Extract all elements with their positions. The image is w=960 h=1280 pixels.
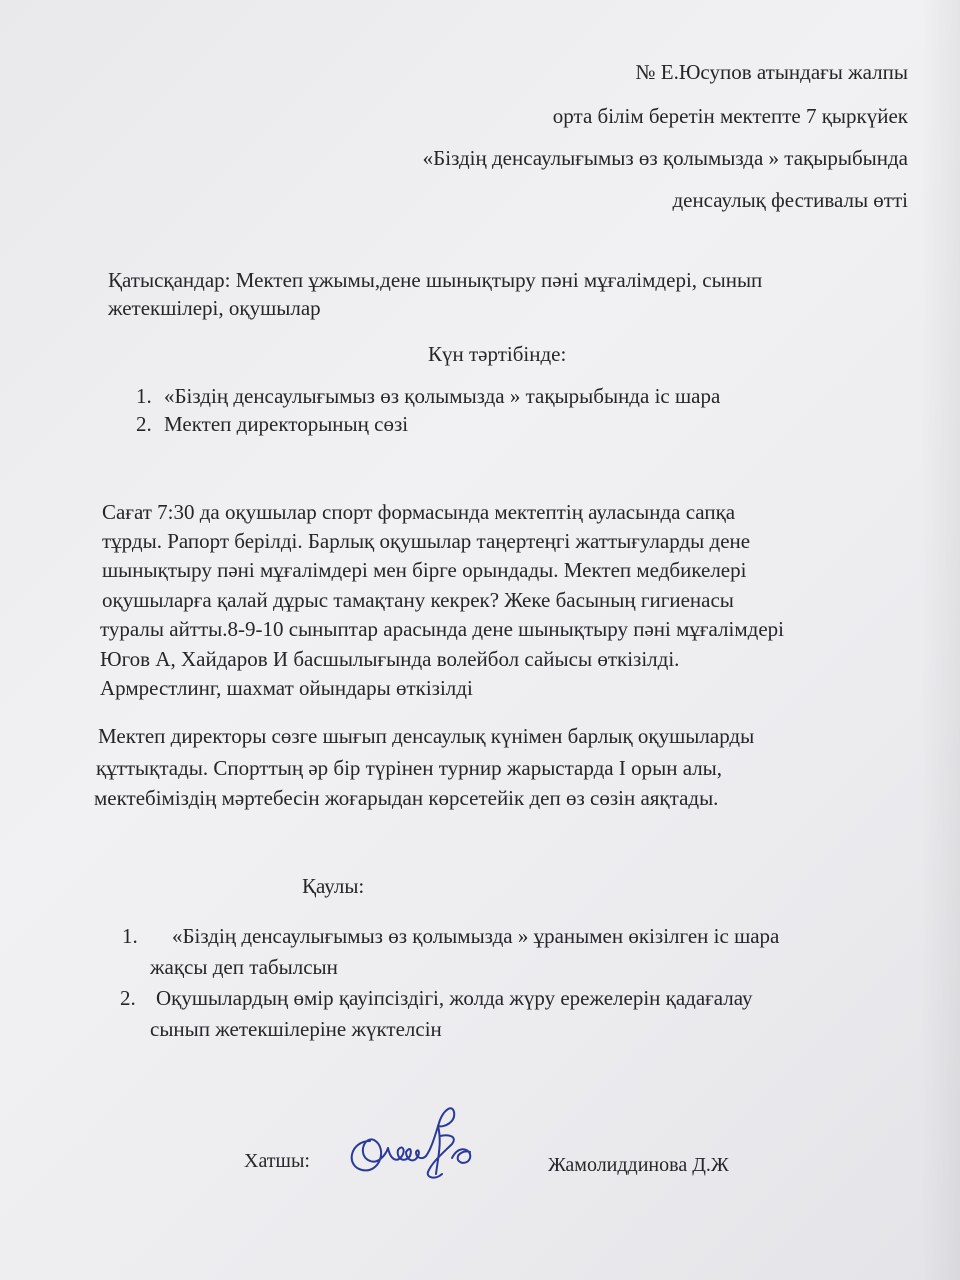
agenda-item-number: 1. — [136, 384, 152, 408]
participants-line-1: Қатысқандар: Мектеп ұжымы,дене шынықтыру пәні мұғалімдері, сынып — [108, 268, 763, 292]
resolution-item-number: 1. — [122, 924, 138, 948]
resolution-item-line1: «Біздің денсаулығымыз өз қолымызда » ұранымен өкізілген іс шара — [172, 924, 780, 948]
resolution-item-line2: сынып жетекшілеріне жүктелсін — [150, 1017, 442, 1041]
agenda-item — [136, 384, 720, 409]
agenda-item-text: Мектеп директорының сөзі — [164, 412, 409, 436]
para2-line: Мектеп директоры сөзге шығып денсаулық күнімен барлық оқушыларды — [98, 724, 755, 748]
resolution-item-number: 2. — [120, 986, 136, 1010]
signature-scribble — [340, 1096, 490, 1186]
resolution-item — [120, 986, 753, 1011]
header-line-4: денсаулық фестивалы өтті — [672, 188, 908, 212]
resolution-item-line2: жақсы деп табылсын — [150, 955, 338, 979]
para1-line: оқушыларға қалай дұрыс тамақтану кекрек? Жеке басының гигиенасы — [102, 588, 734, 612]
agenda-item-text: «Біздің денсаулығымыз өз қолымызда » тақырыбында іс шара — [164, 384, 721, 408]
para1-line: Армрестлинг, шахмат ойындары өткізілді — [100, 676, 473, 700]
agenda-item — [136, 412, 408, 437]
participants-line-2: жетекшілері, оқушылар — [108, 296, 321, 320]
para1-line: Югов А, Хайдаров И басшылығында волейбол сайысы өткізілді. — [100, 647, 680, 671]
para2-line: мектебіміздің мәртебесін жоғарыдан көрсетейік деп өз сөзін аяқтады. — [94, 786, 719, 810]
secretary-label: Хатшы: — [244, 1150, 310, 1172]
resolution-title: Қаулы: — [302, 874, 365, 898]
agenda-title: Күн тәртібінде: — [428, 342, 567, 366]
secretary-name: Жамолиддинова Д.Ж — [548, 1154, 729, 1176]
page-edge-shadow — [920, 0, 960, 1280]
header-line-3: «Біздің денсаулығымыз өз қолымызда » тақырыбында — [422, 146, 908, 170]
header-line-1: № Е.Юсупов атындағы жалпы — [635, 60, 908, 84]
resolution-item — [122, 924, 779, 949]
para1-line: Сағат 7:30 да оқушылар спорт формасында мектептің ауласында сапқа — [102, 500, 736, 524]
resolution-item-line1: Оқушылардың өмір қауіпсіздігі, жолда жүру ережелерін қадағалау — [156, 986, 753, 1010]
para1-line: туралы айтты.8-9-10 сыныптар арасында дене шынықтыру пәні мұғалімдері — [100, 617, 784, 641]
para2-line: құттықтады. Спорттың әр бір түрінен турнир жарыстарда І орын алы, — [96, 756, 723, 780]
para1-line: тұрды. Рапорт берілді. Барлық оқушылар таңертеңгі жаттығуларды дене — [102, 529, 751, 553]
para1-line: шынықтыру пәні мұғалімдері мен бірге орындады. Мектеп медбикелері — [102, 558, 747, 582]
header-line-2: орта білім беретін мектепте 7 қыркүйек — [552, 104, 908, 128]
agenda-item-number: 2. — [136, 412, 152, 436]
